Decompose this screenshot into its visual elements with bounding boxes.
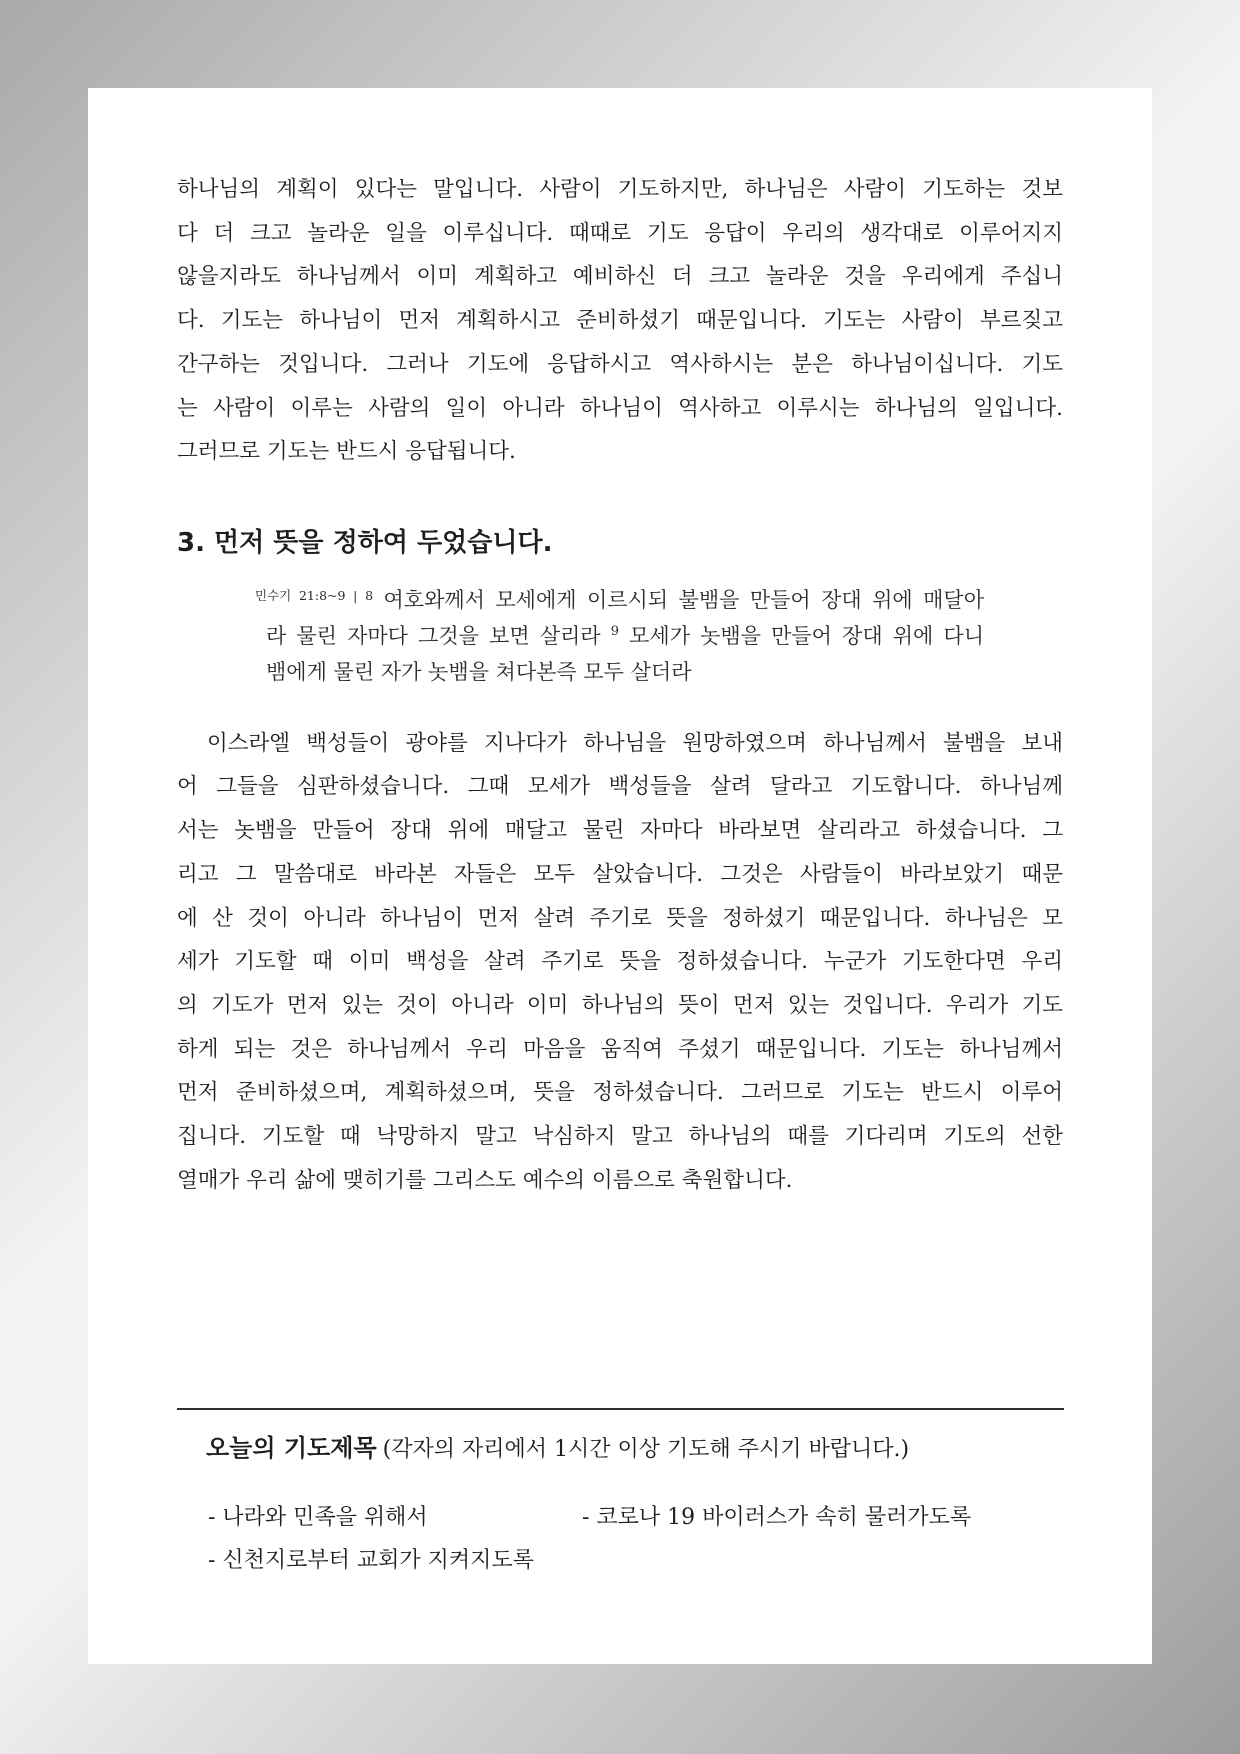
paragraph-line: 세가 기도할 때 이미 백성을 살려 주기로 뜻을 정하셨습니다. 누군가 기도한다면 우리 [177,949,1063,975]
paragraph-line: 서는 놋뱀을 만들어 장대 위에 매달고 물린 자마다 바라보면 살리라고 하셨습니다. 그 [177,818,1063,844]
paragraph-line: 열매가 우리 삶에 맺히기를 그리스도 예수의 이름으로 축원합니다. [177,1167,793,1193]
paragraph-line: 리고 그 말씀대로 바라본 자들은 모두 살았습니다. 그것은 사람들이 바라보았기 때문 [177,861,1063,887]
paragraph-line: 의 기도가 먼저 있는 것이 아니라 이미 하나님의 뜻이 먼저 있는 것입니다. 우리가 기도 [177,992,1063,1018]
prayer-topics-title: 오늘의 기도제목 [206,1434,377,1462]
verse-number: 9 [610,624,619,639]
paragraph-line: 하게 되는 것은 하나님께서 우리 마음을 움직여 주셨기 때문입니다. 기도는 하나님께서 [177,1036,1063,1062]
paragraph-line: 이스라엘 백성들이 광야를 지나다가 하나님을 원망하였으며 하나님께서 불뱀을 보내 [207,730,1063,756]
scripture-line [266,618,984,654]
paragraph-line: 집니다. 기도할 때 낙망하지 말고 낙심하지 말고 하나님의 때를 기다리며 기도의 선한 [177,1124,1063,1150]
divider-rule [177,1408,1064,1410]
paragraph-line: 는 사람이 이루는 사람의 일이 아니라 하나님이 역사하고 이루시는 하나님의 일입니다. [177,395,1063,421]
prayer-item: - 나라와 민족을 위해서 [208,1505,428,1530]
page-sheet [88,88,1152,1664]
scripture-text: 모세가 놋뱀을 만들어 장대 위에 다니 [629,624,984,648]
paragraph-line: 간구하는 것입니다. 그러나 기도에 응답하시고 역사하시는 분은 하나님이십니다. 기도 [177,351,1063,377]
paragraph-line: 하나님의 계획이 있다는 말입니다. 사람이 기도하지만, 하나님은 사람이 기도하는 것보 [177,177,1063,202]
prayer-topics-header [206,1430,909,1469]
prayer-item: - 코로나 19 바이러스가 속히 물러가도록 [582,1505,972,1530]
paragraph-line: 다 더 크고 놀라운 일을 이루십니다. 때때로 기도 응답이 우리의 생각대로 이루어지지 [177,220,1063,246]
scripture-line [255,582,984,618]
paragraph-line: 그러므로 기도는 반드시 응답됩니다. [177,439,516,465]
section-heading: 3. 먼저 뜻을 정하여 두었습니다. [177,528,553,558]
body-paragraph-2 [177,722,1063,1203]
paragraph-line: 먼저 준비하셨으며, 계획하셨으며, 뜻을 정하셨습니다. 그러므로 기도는 반드시 이루어 [177,1080,1063,1106]
paragraph-line: 에 산 것이 아니라 하나님이 먼저 살려 주기로 뜻을 정하셨기 때문입니다. 하나님은 모 [177,905,1063,931]
scripture-line [266,654,984,690]
prayer-topics-note: (각자의 자리에서 1시간 이상 기도해 주시기 바랍니다.) [382,1437,910,1462]
paragraph-line: 다. 기도는 하나님이 먼저 계획하시고 준비하셨기 때문입니다. 기도는 사람이 부르짖고 [177,308,1063,334]
paragraph-line: 않을지라도 하나님께서 이미 계획하고 예비하신 더 크고 놀라운 것을 우리에게 주십니 [177,264,1063,290]
scripture-text: 뱀에게 물린 자가 놋뱀을 쳐다본즉 모두 살더라 [266,660,692,684]
paragraph-line: 어 그들을 심판하셨습니다. 그때 모세가 백성들을 살려 달라고 기도합니다. 하나님께 [177,774,1063,800]
prayer-item: - 신천지로부터 교회가 지켜지도록 [208,1548,534,1573]
scripture-reference: 민수기 21:8~9 | 8 [255,588,374,603]
scripture-text: 여호와께서 모세에게 이르시되 불뱀을 만들어 장대 위에 매달아 [383,588,984,612]
scripture-text: 라 물린 자마다 그것을 보면 살리라 [266,624,601,648]
body-paragraph-1 [177,168,1063,474]
